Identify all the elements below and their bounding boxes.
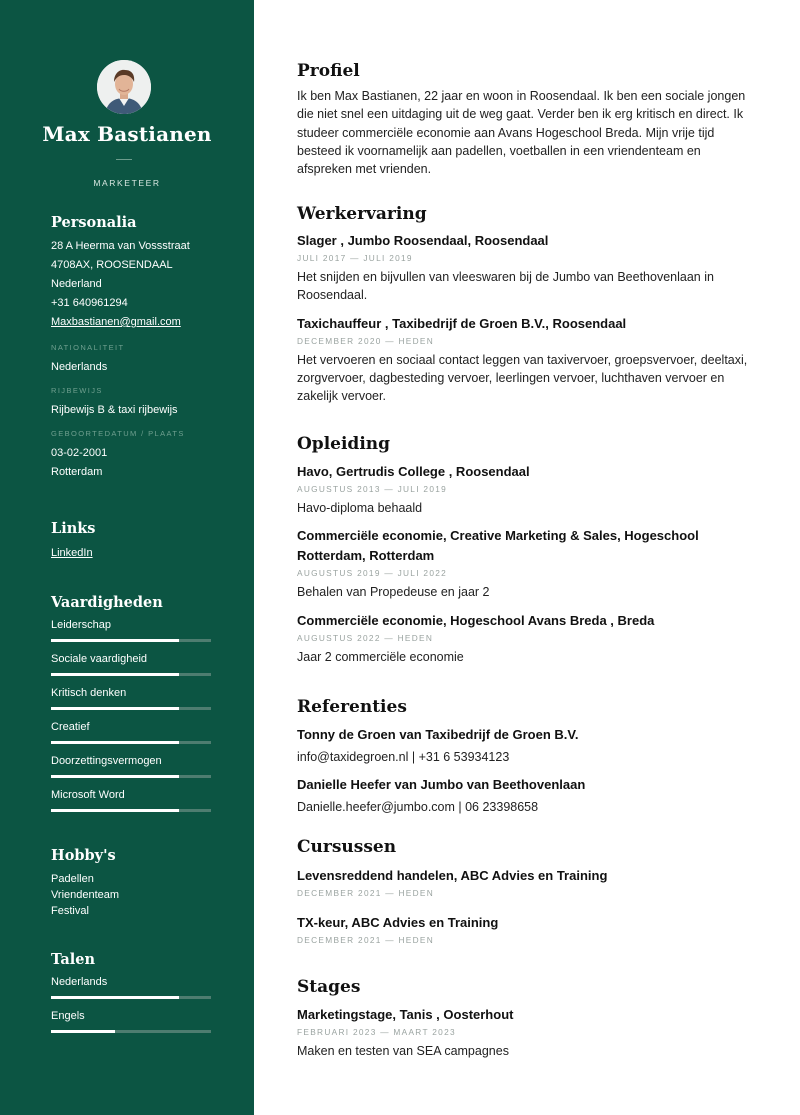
profile-text: Ik ben Max Bastianen, 22 jaar en woon in Roosendaal. Ik ben een sociale jongen die niet snel een uitdaging uit de weg gaat. Verder ben ik erg kritisch en direct. Ik studeer commerciële economie aan Avans Hogeschool Breda. Mijn vrije tijd besteed ik voornamelijk aan padellen, voetballen in een vriendenteam en afspreken met vrienden. [297,89,746,177]
skills-heading: Vaardigheden [51,594,163,611]
education-title: Commerciële economie, Hogeschool Avans Breda , Breda [297,612,655,628]
education-title: Havo, Gertrudis College , Roosendaal [297,464,530,479]
education-entry [297,526,757,601]
hobby-item: Vriendenteam [51,889,120,901]
language-bar [51,996,211,999]
skill-item [51,686,211,720]
work-title: Taxichauffeur , Taxibedrijf de Groen B.V., Roosendaal [297,315,627,331]
internship-title: Marketingstage, Tanis , Oosterhout [297,1007,514,1022]
nationality-label: NATIONALITEIT [51,343,125,352]
work-date: JULI 2017 — JULI 2019 [297,253,413,263]
work-heading: Werkervaring [297,204,427,224]
links-heading: Links [51,520,96,537]
skill-bar-fill [51,809,179,812]
language-name: Engels [51,1010,85,1022]
skill-bar-fill [51,741,179,744]
language-bar-fill [51,1030,115,1033]
education-date: AUGUSTUS 2019 — JULI 2022 [297,568,448,579]
hobbies-heading: Hobby's [51,847,116,864]
education-section [297,434,757,666]
course-title: TX-keur, ABC Advies en Training [297,915,499,930]
education-date: AUGUSTUS 2013 — JULI 2019 [297,484,448,494]
languages-heading: Talen [51,951,96,968]
email-link[interactable]: Maxbastianen@gmail.com [51,316,181,328]
work-entry [297,231,757,305]
name-divider [116,159,132,160]
work-desc: Het snijden en bijvullen van vleeswaren bij de Jumbo van Beethovenlaan in Roosendaal. [297,270,714,303]
internship-desc: Maken en testen van SEA campagnes [297,1044,509,1058]
courses-section [297,837,757,947]
birth-label: GEBOORTEDATUM / PLAATS [51,429,185,438]
skill-bar-fill [51,707,179,710]
profile-section [297,61,757,178]
skill-name: Creatief [51,721,90,733]
work-date: DECEMBER 2020 — HEDEN [297,335,435,346]
address-line-1: 28 A Heerma van Vossstraat [51,240,190,252]
avatar [97,60,151,114]
country: Nederland [51,278,102,290]
birth-place: Rotterdam [51,466,103,478]
education-desc: Jaar 2 commerciële economie [297,649,464,664]
language-bar-fill [51,996,179,999]
nationality: Nederlands [51,361,108,373]
linkedin-link[interactable]: LinkedIn [51,547,93,559]
skill-item [51,788,211,822]
course-title: Levensreddend handelen, ABC Advies en Training [297,868,608,883]
skill-bar [51,639,211,642]
hobby-item: Festival [51,905,89,917]
reference-title: Tonny de Groen van Taxibedrijf de Groen B.V. [297,727,579,742]
references-section [297,697,757,816]
skill-bar [51,775,211,778]
language-bar [51,1030,211,1033]
skill-item [51,618,211,652]
language-item [51,975,211,1009]
education-entry [297,611,757,666]
skill-bar [51,707,211,710]
personalia-heading: Personalia [51,214,137,231]
education-date: AUGUSTUS 2022 — HEDEN [297,632,434,643]
skill-bar-fill [51,639,179,642]
license: Rijbewijs B & taxi rijbewijs [51,404,178,416]
profile-heading: Profiel [297,61,360,81]
work-title: Slager , Jumbo Roosendaal, Roosendaal [297,233,549,248]
skill-item [51,652,211,686]
reference-entry [297,775,757,816]
education-desc: Havo-diploma behaald [297,501,423,515]
avatar-portrait-icon [97,60,151,114]
phone: +31 640961294 [51,297,128,309]
skill-name: Doorzettingsvermogen [51,755,162,767]
candidate-role: MARKETEER [93,178,161,188]
internship-entry [297,1005,757,1060]
skill-bar-fill [51,673,179,676]
skill-name: Microsoft Word [51,789,125,801]
internship-date: FEBRUARI 2023 — MAART 2023 [297,1027,456,1037]
internships-section [297,977,757,1060]
education-title: Commerciële economie, Creative Marketing & Sales, Hogeschool Rotterdam, Rotterdam [297,528,699,564]
education-desc: Behalen van Propedeuse en jaar 2 [297,585,490,600]
sidebar [0,0,254,1115]
skill-bar [51,673,211,676]
work-desc: Het vervoeren en sociaal contact leggen van taxivervoer, groepsvervoer, deeltaxi, zorgvervoer, dagbesteding vervoer, leerlingen vervoer, luchthaven vervoer en zakelijk vervoer. [297,352,748,404]
language-name: Nederlands [51,976,108,988]
skill-name: Leiderschap [51,619,111,631]
address-line-2: 4708AX, ROOSENDAAL [51,259,173,271]
hobbies-section [51,847,211,919]
language-item [51,1009,211,1043]
skill-item [51,720,211,754]
skill-item [51,754,211,788]
education-heading: Opleiding [297,434,391,454]
skill-name: Sociale vaardigheid [51,653,148,665]
skill-name: Kritisch denken [51,687,127,699]
hobby-item: Padellen [51,873,94,885]
personalia-section [51,214,211,482]
main-content [254,0,800,1115]
skill-bar [51,741,211,744]
skills-section [51,594,211,822]
reference-title: Danielle Heefer van Jumbo van Beethovenlaan [297,777,586,792]
course-entry [297,913,757,947]
education-entry [297,462,757,517]
birth-date: 03-02-2001 [51,447,108,459]
work-entry [297,314,757,406]
course-date: DECEMBER 2021 — HEDEN [297,888,435,898]
reference-contact: info@taxidegroen.nl | +31 6 53934123 [297,750,510,764]
languages-section [51,951,211,1043]
license-label: RIJBEWIJS [51,386,103,395]
links-section [51,520,211,563]
course-entry [297,866,757,900]
course-date: DECEMBER 2021 — HEDEN [297,935,435,945]
candidate-name: Max Bastianen [42,122,212,146]
skill-bar-fill [51,775,179,778]
work-section [297,204,757,405]
skill-bar [51,809,211,812]
reference-contact: Danielle.heefer@jumbo.com | 06 23398658 [297,800,539,814]
courses-heading: Cursussen [297,837,397,857]
references-heading: Referenties [297,697,407,717]
reference-entry [297,725,757,766]
internships-heading: Stages [297,977,361,997]
